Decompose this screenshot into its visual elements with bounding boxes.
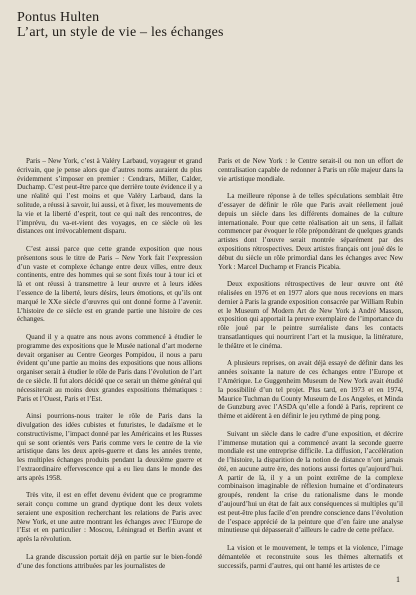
paragraph: Quand il y a quatre ans nous avons commencé à étudier le programme des expositions que le Musée national d’art moderne devait organiser au Centre Georges Pompidou, il nous a paru évident qu’une partie au moins des expositions que nous allions organiser serait à étudier le rôle de Paris dans l’évolution de l’art de ce siècle. Il fut alors décidé que ce serait un thème général qui nécessiterait au moins deux grandes expositions thématiques : Paris et l’Ouest, Paris et l’Est. <box>17 332 202 403</box>
paragraph: Paris et de New York : le Centre serait-il ou non un effort de centralisation capable de redonner à Paris un rôle majeur dans la vie artistique mondiale. <box>218 157 403 183</box>
paragraph: A plusieurs reprises, on avait déjà essayé de définir dans les années soixante la nature de ces échanges entre l’Europe et l’Amérique. Le Guggenheim Museum de New York avait étudié la possibilité d’un tel projet. Plus tard, en 1973 et en 1974, Maurice Tuchman du County Museum de Los Angeles, et Minda de Gunzburg avec l’ASDA qu’elle a fondé à Paris, reprirent ce thème et aidèrent à en définir le jeu rythmé de ping pong. <box>218 359 403 421</box>
paragraph: La meilleure réponse à de telles spéculations semblait être d’essayer de définir le rôle que Paris avait réellement joué depuis un siècle dans les différents domaines de la culture internationale. Pour que cette réalisation ait un sens, il fallait commencer par évoquer le rôle prépondérant de quelques grands artistes dont l’œuvre serait montrée séparément par des expositions rétrospectives. Deux artistes français ont joué dès le début du siècle un rôle primordial dans les échanges avec New York : Marcel Duchamp et Francis Picabia. <box>218 192 403 271</box>
paragraph: Très vite, il est en effet devenu évident que ce programme serait conçu comme un grand dyptique dont les deux volets seraient une exposition recherchant les relations de Paris avec New York, et une autre montrant les échanges avec l’Europe de l’Est et en particulier : Moscou, Léningrad et Berlin avant et après la révolution. <box>17 491 202 544</box>
paragraph: La vision et le mouvement, le temps et la violence, l’image démantelée et reconstruite sous les thèmes alternatifs et successifs, parmi d’autres, qui ont hanté les artistes de ce <box>218 544 403 570</box>
paragraph: Paris – New York, c’est à Valéry Larbaud, voyageur et grand écrivain, que je pense alors que d’autres noms auraient du plus évidemment s’imposer en premier : Cendrars, Miller, Calder, Duchamp. C’est peut-être parce que derrière toute évidence il y a une réalité qui l’est moins et que Valéry Larbaud, dans la solitude, a réussi à savoir, lui aussi, et à fixer, les mouvements de la vie et la liberté d’esprit, tout ce qui naît des rencontres, de l’imprévu, du va-et-vient des voyages, en ce siècle où les distances ont irrévocablement disparu. <box>17 157 202 236</box>
text-column-right <box>218 157 403 587</box>
page-number: 1 <box>396 575 400 584</box>
paragraph: La grande discussion portait déjà en partie sur le bien-fondé d’une des fonctions attribuées par les journalistes de <box>17 552 202 570</box>
paragraph: Suivant un siècle dans le cadre d’une exposition, et décrire l’immense mutation qui a commencé avant la seconde guerre mondiale est une entreprise difficile. La diffusion, l’accélération de l’histoire, la disparition de la notion de distance n’ont jamais été, en aucune autre ère, des notions aussi fortes qu’aujourd’hui. A partir de là, il y a un point extrême de la complexe combinaison imaginable de réflexion humaine et d’ordinateurs groupés, rendent la crise du rationalisme dans le monde d’aujourd’hui un état de fait aux conséquences si multiples qu’il est peut-être plus facile d’en prendre conscience dans l’évolution de l’espace apprécié de la peinture que d’en faire une analyse minutieuse qui dépasserait d’ailleurs le cadre de cette préface. <box>218 429 403 535</box>
text-column-left <box>17 157 202 587</box>
paragraph: Deux expositions rétrospectives de leur œuvre ont été réalisées en 1976 et en 1977 alors que nous recevions en mars dernier à Paris la grande exposition consacrée par William Rubin et le Museum of Modern Art de New York à André Masson, exposition qui apportait la preuve exemplaire de l’importance du rôle joué par le peintre surréaliste dans les contacts transatlantiques qui nourrirent l’art et la musique, la littérature, le théâtre et le cinéma. <box>218 280 403 350</box>
article-title: L’art, un style de vie – les échanges <box>17 25 224 40</box>
paragraph: Ainsi pourrions-nous traiter le rôle de Paris dans la divulgation des idées cubistes et futuristes, le dadaïsme et le constructivisme, l’impact donné par les Américains et les Russes qui se sont orientés vers Paris comme vers le centre de la vie artistique dans les deux après-guerre et dans les années trente, les multiples échanges produits pendant la deuxième guerre et l’extraordinaire effervescence qui a eu lieu dans le monde des arts après 1958. <box>17 412 202 482</box>
paragraph: C’est aussi parce que cette grande exposition que nous présentons sous le titre de Paris – New York fait l’expression d’un vaste et complexe échange entre deux villes, entre deux continents, entre des hommes qui se sont fixés tour à tour ici et là et ont réussi à transmettre à leur œuvre et à leurs idées l’essence de la liberté, leurs désirs, leurs émotions, et qu’ils ont marqué le XXe siècle d’œuvres qui ont donné forme à l’avenir. L’histoire de ce siècle est en grande partie une histoire de ces échanges. <box>17 244 202 324</box>
author-name: Pontus Hulten <box>17 10 100 25</box>
